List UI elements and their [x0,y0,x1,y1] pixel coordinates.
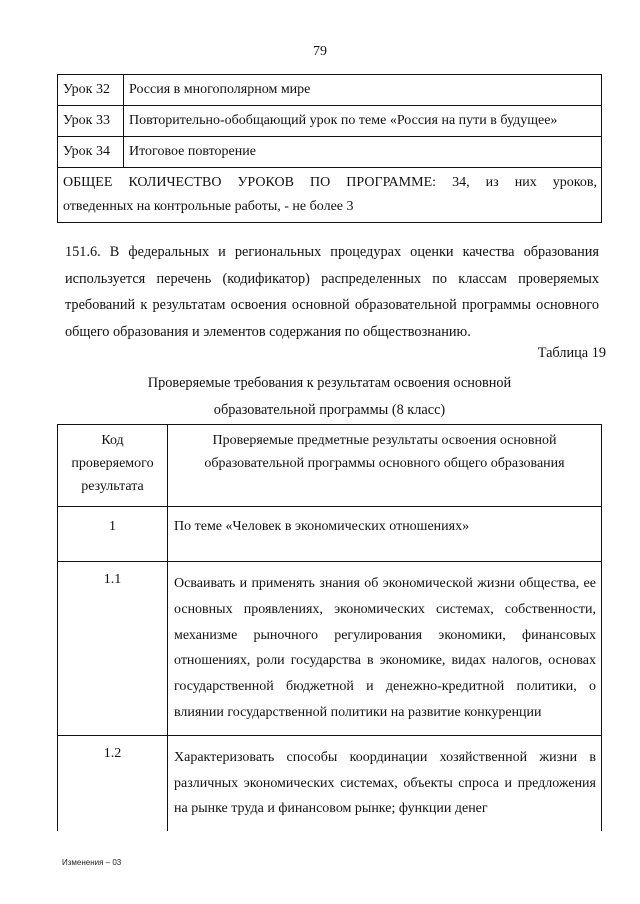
total-lessons-cell [58,168,602,223]
table-row [58,562,602,736]
table-title-line-2: образовательной программы (8 класс) [213,402,446,418]
table-row [58,168,602,223]
total-line-1: ОБЩЕЕ КОЛИЧЕСТВО УРОКОВ ПО ПРОГРАММЕ: 34, из них уроков, [63,175,597,190]
header-description: Проверяемые предметные результаты освоения основной образовательной программы основного общего образования [168,425,602,507]
header-code: Код проверяемого результата [58,425,168,507]
lesson-topic: Итоговое повторение [124,137,602,168]
lesson-topic: Повторительно-обобщающий урок по теме «Россия на пути в будущее» [124,106,602,137]
lesson-topic: Россия в многополярном мире [124,75,602,106]
lesson-number: Урок 33 [58,106,124,137]
result-text: По теме «Человек в экономических отношениях» [168,507,602,562]
table-row [58,75,602,106]
table-header-row [58,425,602,507]
table-label: Таблица 19 [537,345,606,361]
result-code: 1.1 [58,562,168,736]
table-row [58,137,602,168]
total-line-2: отведенных на контрольные работы, - не более 3 [63,199,354,214]
table-title [57,370,602,424]
result-code: 1.2 [58,735,168,831]
lessons-table [57,74,602,223]
table-row [58,735,602,831]
footer-changes: Изменения – 03 [62,858,122,867]
page-number: 79 [313,44,327,59]
result-code: 1 [58,507,168,562]
result-text: Осваивать и применять знания об экономической жизни общества, ее основных проявлениях, экономических системах, собственности, механизме рыночного регулирования экономики, финансовых отношениях, роли государства в экономике, видах налогов, основах государственной бюджетной и денежно-кредитной политики, о влиянии государственной политики на развитие конкуренции [168,562,602,736]
result-text: Характеризовать способы координации хозяйственной жизни в различных экономических системах, объекты спроса и предложения на рынке труда и финансовом рынке; функции денег [168,735,602,831]
table-title-line-1: Проверяемые требования к результатам освоения основной [147,375,512,391]
lesson-number: Урок 32 [58,75,124,106]
section-paragraph: 151.6. В федеральных и региональных процедурах оценки качества образования используется перечень (кодификатор) распределенных по классам проверяемых требований к результатам освоения основной образовательной программы основного общего образования и элементов содержания по обществознанию. [65,244,599,340]
lesson-number: Урок 34 [58,137,124,168]
requirements-table [57,424,602,831]
table-row [58,106,602,137]
table-row [58,507,602,562]
